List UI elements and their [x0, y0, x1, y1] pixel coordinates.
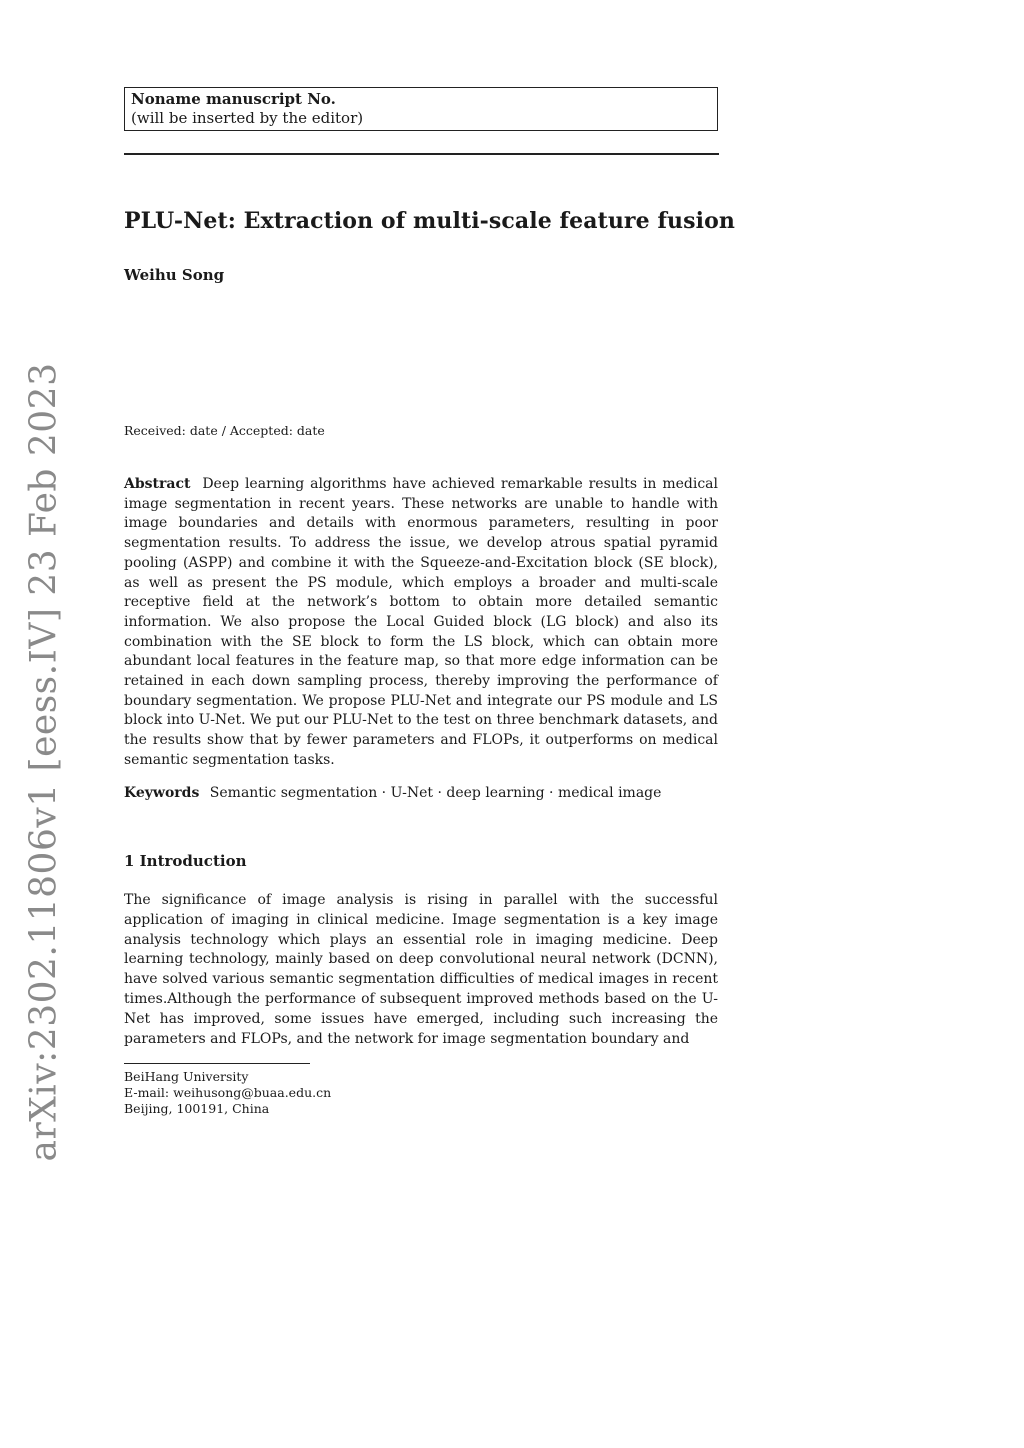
received-date: Received: date / Accepted: date	[124, 423, 325, 438]
manuscript-header-box	[124, 87, 718, 131]
footnote-affiliation: BeiHang University	[124, 1069, 249, 1084]
introduction-text: The significance of image analysis is rising in parallel with the successful application of imaging in clinical medicine. Image segmentation is a key image analysis technology which plays an essential role in imaging medicine. Deep learning technology, mainly based on deep convolutional neural network (DCNN), have solved various semantic segmentation difficulties of medical images in recent times.Although the performance of subsequent improved methods based on the U-Net has improved, some issues have emerged, including such increasing the parameters and FLOPs, and the network for image segmentation boundary and	[124, 892, 718, 1047]
paper-title: PLU-Net: Extraction of multi-scale feature fusion	[124, 208, 735, 234]
footnote-rule	[124, 1063, 310, 1064]
manuscript-number: Noname manuscript No.	[131, 90, 336, 108]
author-name: Weihu Song	[124, 266, 225, 284]
keywords	[124, 785, 718, 801]
keywords-text: Semantic segmentation · U-Net · deep learning · medical image	[209, 785, 662, 801]
keywords-heading: Keywords	[124, 785, 200, 801]
abstract-heading: Abstract	[124, 476, 191, 492]
editor-note: (will be inserted by the editor)	[131, 109, 364, 127]
footnote-address: Beijing, 100191, China	[124, 1101, 270, 1116]
section-heading-introduction: 1 Introduction	[124, 852, 247, 870]
abstract-text: Deep learning algorithms have achieved remarkable results in medical image segmentation in recent years. These networks are unable to handle with image boundaries and details with enormous parameters, resulting in poor segmentation results. To address the issue, we develop atrous spatial pyramid pooling (ASPP) and combine it with the Squeeze-and-Excitation block (SE block), as well as present the PS module, which employs a broader and multi-scale receptive field at the network’s bottom to obtain more detailed semantic information. We also propose the Local Guided block (LG block) and also its combination with the SE block to form the LS block, which can obtain more abundant local features in the feature map, so that more edge information can be retained in each down sampling process, thereby improving the performance of boundary segmentation. We propose PLU-Net and integrate our PS module and LS block into U-Net. We put our PLU-Net to the test on three benchmark datasets, and the results show that by fewer parameters and FLOPs, it outperforms on medical semantic segmentation tasks.	[124, 476, 718, 768]
footnote	[124, 1069, 331, 1117]
footnote-email: E-mail: weihusong@buaa.edu.cn	[124, 1085, 332, 1100]
abstract	[124, 475, 718, 771]
header-rule	[124, 153, 719, 155]
arxiv-identifier: arXiv:2302.11806v1 [eess.IV] 23 Feb 2023	[23, 362, 65, 1162]
